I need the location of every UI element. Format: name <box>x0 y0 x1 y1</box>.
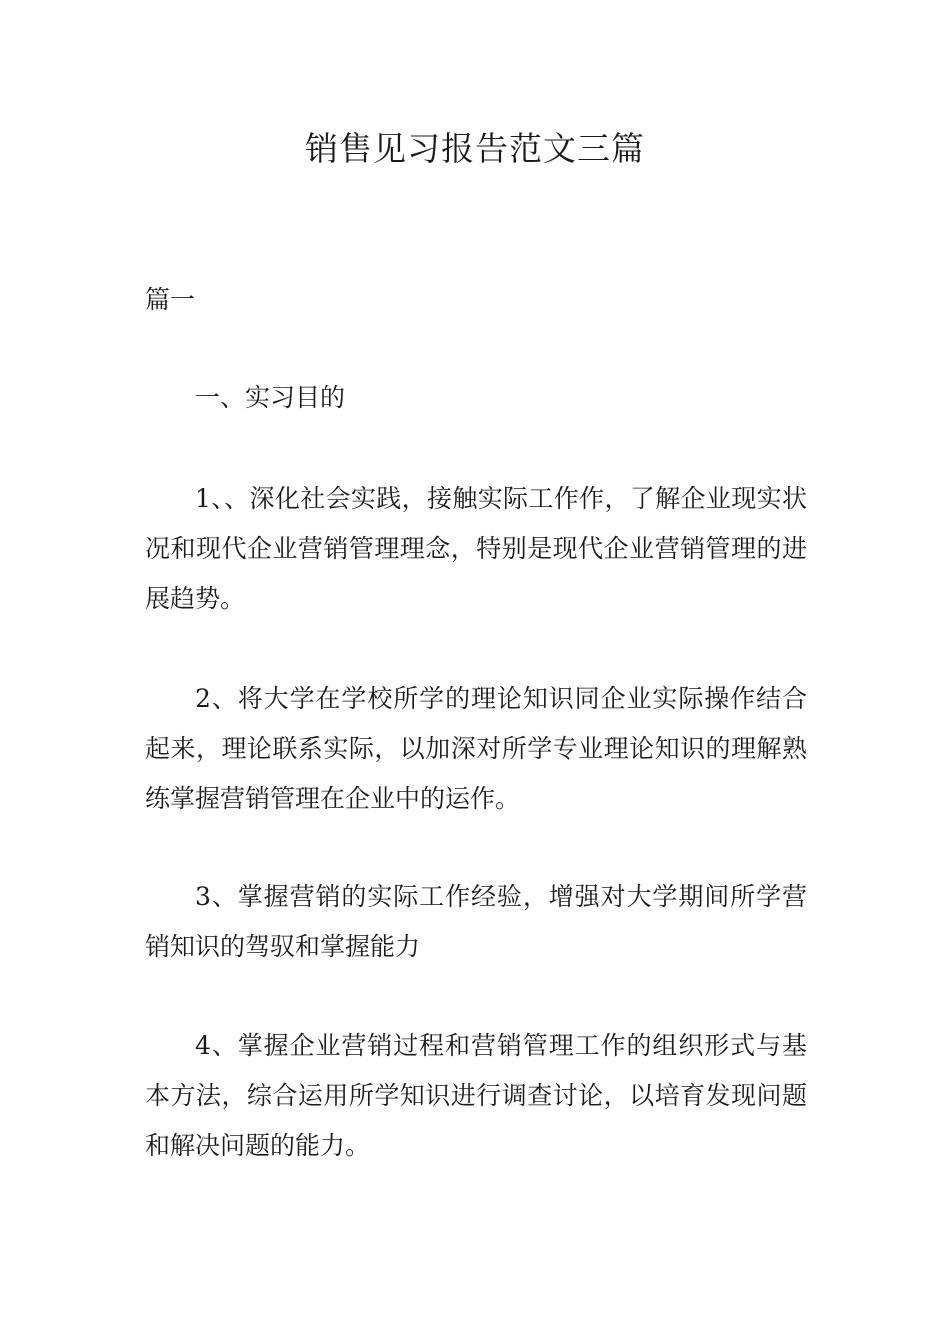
section-label: 篇一 <box>145 285 196 314</box>
paragraph-3: 3、掌握营销的实际工作经验，增强对大学期间所学营销知识的驾驭和掌握能力 <box>145 882 807 961</box>
paragraph-1: 1、、深化社会实践，接触实际工作作，了解企业现实状况和现代企业营销管理理念，特别是现代企业营销管理的进展趋势。 <box>145 484 807 613</box>
paragraph-4: 4、掌握企业营销过程和营销管理工作的组织形式与基本方法，综合运用所学知识进行调查讨论，以培育发现问题和解决问题的能力。 <box>145 1031 807 1160</box>
section-heading: 一、实习目的 <box>195 383 346 412</box>
document-title: 销售见习报告范文三篇 <box>305 129 645 168</box>
paragraph-2: 2、将大学在学校所学的理论知识同企业实际操作结合起来，理论联系实际，以加深对所学专业理论知识的理解熟练掌握营销管理在企业中的运作。 <box>145 684 807 813</box>
